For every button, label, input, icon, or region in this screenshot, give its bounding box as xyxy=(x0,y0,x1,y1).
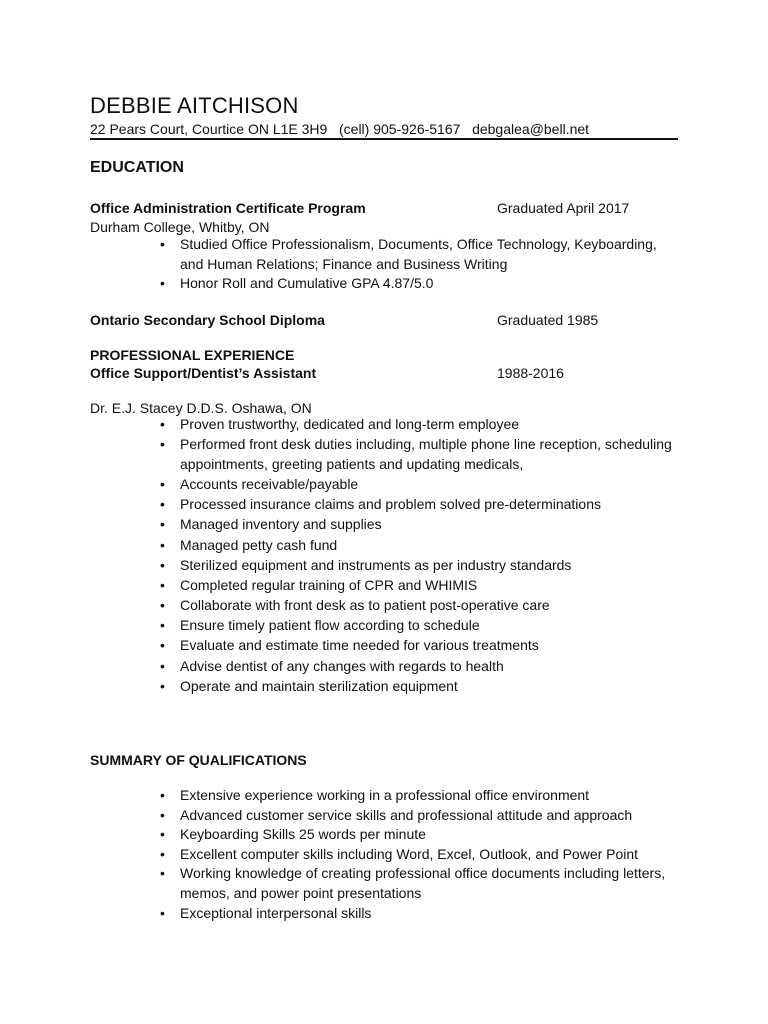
bullet-icon: • xyxy=(160,677,165,694)
list-item xyxy=(155,596,675,616)
education-entry-1-title: Office Administration Certificate Program xyxy=(90,200,366,216)
list-item xyxy=(155,825,675,845)
summary-bullets xyxy=(155,786,675,923)
bullet-icon: • xyxy=(160,845,165,862)
experience-employer: Dr. E.J. Stacey D.D.S. Oshawa, ON xyxy=(90,400,312,416)
list-item xyxy=(155,536,675,556)
list-item-text: Operate and maintain sterilization equipment xyxy=(180,677,458,694)
list-item-text: Completed regular training of CPR and WHIMIS xyxy=(180,576,478,593)
bullet-icon: • xyxy=(160,536,165,553)
candidate-name: DEBBIE AITCHISON xyxy=(90,93,299,118)
experience-heading: PROFESSIONAL EXPERIENCE xyxy=(90,347,295,363)
summary-heading: SUMMARY OF QUALIFICATIONS xyxy=(90,752,307,768)
list-item-text: Accounts receivable/payable xyxy=(180,475,359,492)
list-item-text: Collaborate with front desk as to patient post-operative care xyxy=(180,597,550,614)
list-item xyxy=(155,786,675,806)
list-item-text: Sterilized equipment and instruments as per industry standards xyxy=(180,556,572,573)
header-divider xyxy=(90,138,678,140)
list-item xyxy=(155,677,675,697)
list-item xyxy=(155,636,675,656)
list-item-text: Exceptional interpersonal skills xyxy=(180,904,372,921)
list-item-text: Proven trustworthy, dedicated and long-term employee xyxy=(180,416,520,432)
list-item-text: Evaluate and estimate time needed for various treatments xyxy=(180,637,539,654)
list-item-text: Ensure timely patient flow according to schedule xyxy=(180,617,480,634)
education-heading: EDUCATION xyxy=(90,159,184,176)
education-entry-1-institution: Durham College, Whitby, ON xyxy=(90,219,270,235)
list-item xyxy=(155,556,675,576)
list-item-text: Processed insurance claims and problem solved pre-determinations xyxy=(180,496,601,513)
list-item xyxy=(155,616,675,636)
experience-role: Office Support/Dentist’s Assistant xyxy=(90,365,317,381)
education-entry-1-date: Graduated April 2017 xyxy=(497,200,630,216)
bullet-icon: • xyxy=(160,806,165,823)
education-entry-1-bullets xyxy=(155,235,675,294)
bullet-icon: • xyxy=(160,617,165,634)
bullet-icon: • xyxy=(160,657,165,674)
list-item xyxy=(155,415,675,435)
bullet-icon: • xyxy=(160,275,165,291)
list-item-text: Managed inventory and supplies xyxy=(180,516,382,533)
list-item xyxy=(155,864,675,903)
list-item-text: Studied Office Professionalism, Documents, Office Technology, Keyboarding, and Human Relations; Finance and Business Writing xyxy=(180,236,657,272)
bullet-icon: • xyxy=(160,597,165,614)
list-item xyxy=(155,576,675,596)
list-item xyxy=(155,495,675,515)
bullet-icon: • xyxy=(160,496,165,513)
bullet-icon: • xyxy=(160,475,165,492)
bullet-icon: • xyxy=(160,637,165,654)
experience-dates: 1988-2016 xyxy=(497,365,564,381)
education-entry-2-date: Graduated 1985 xyxy=(497,312,599,328)
list-item-text: Honor Roll and Cumulative GPA 4.87/5.0 xyxy=(180,275,434,291)
list-item-text: Managed petty cash fund xyxy=(180,536,338,553)
education-entry-2-title: Ontario Secondary School Diploma xyxy=(90,312,325,328)
bullet-icon: • xyxy=(160,787,165,803)
list-item xyxy=(155,274,675,294)
experience-bullets xyxy=(155,415,675,697)
list-item-text: Performed front desk duties including, multiple phone line reception, scheduling appointments, greeting patients and updating medicals, xyxy=(180,436,672,472)
bullet-icon: • xyxy=(160,416,165,432)
bullet-icon: • xyxy=(160,826,165,843)
list-item-text: Extensive experience working in a professional office environment xyxy=(180,787,590,803)
list-item xyxy=(155,435,675,474)
bullet-icon: • xyxy=(160,556,165,573)
bullet-icon: • xyxy=(160,865,165,882)
contact-line: 22 Pears Court, Courtice ON L1E 3H9 (cell) 905-926-5167 debgalea@bell.net xyxy=(90,121,590,137)
bullet-icon: • xyxy=(160,436,165,453)
list-item-text: Advise dentist of any changes with regards to health xyxy=(180,657,504,674)
list-item xyxy=(155,515,675,535)
list-item xyxy=(155,845,675,865)
bullet-icon: • xyxy=(160,576,165,593)
list-item xyxy=(155,806,675,826)
list-item-text: Keyboarding Skills 25 words per minute xyxy=(180,826,426,843)
list-item xyxy=(155,904,675,924)
bullet-icon: • xyxy=(160,236,165,252)
list-item xyxy=(155,657,675,677)
list-item-text: Working knowledge of creating professional office documents including letters, memos, and power point presentations xyxy=(180,865,666,901)
list-item-text: Advanced customer service skills and professional attitude and approach xyxy=(180,806,633,823)
bullet-icon: • xyxy=(160,516,165,533)
list-item-text: Excellent computer skills including Word, Excel, Outlook, and Power Point xyxy=(180,845,639,862)
list-item xyxy=(155,235,675,274)
bullet-icon: • xyxy=(160,904,165,921)
list-item xyxy=(155,475,675,495)
